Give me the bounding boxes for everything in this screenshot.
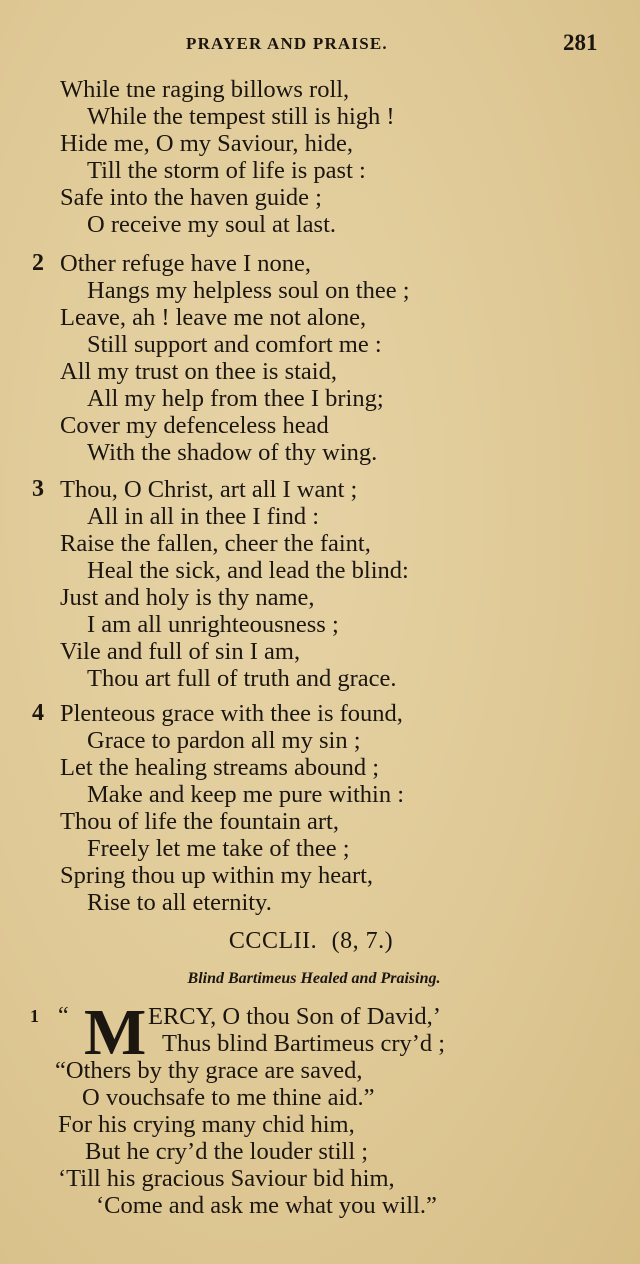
verse-line: Other refuge have I none,	[60, 250, 312, 277]
stanza-number: 2	[32, 250, 44, 276]
verse-line: While the tempest still is high !	[87, 103, 395, 130]
verse-line: Grace to pardon all my sin ;	[87, 727, 361, 754]
verse-line: Till the storm of life is past :	[87, 157, 366, 184]
hymn-meter: (8, 7.)	[331, 928, 394, 954]
verse-line: Hangs my helpless soul on thee ;	[87, 277, 410, 304]
verse-line: ERCY, O thou Son of David,’	[148, 1003, 441, 1030]
hymn-number: CCCLII.	[228, 928, 318, 954]
verse-line: But he cry’d the louder still ;	[85, 1138, 369, 1165]
verse-line: All my help from thee I bring;	[87, 385, 384, 412]
stanza-number: 4	[32, 700, 44, 726]
hymn-subtitle: Blind Bartimeus Healed and Praising.	[187, 970, 441, 987]
verse-line: ‘Till his gracious Saviour bid him,	[58, 1165, 395, 1192]
verse-line: Spring thou up within my heart,	[60, 862, 374, 889]
verse-line: Hide me, O my Saviour, hide,	[60, 130, 353, 157]
verse-line: With the shadow of thy wing.	[87, 439, 378, 466]
drop-cap: M	[84, 996, 147, 1069]
verse-line: I am all unrighteousness ;	[87, 611, 339, 638]
verse-line: Thou, O Christ, art all I want ;	[60, 476, 358, 503]
verse-line: Raise the fallen, cheer the faint,	[60, 530, 371, 557]
verse-line: O receive my soul at last.	[87, 211, 337, 238]
verse-line: While tne raging billows roll,	[60, 76, 350, 103]
running-title: PRAYER AND PRAISE.	[186, 34, 388, 53]
verse-line: Vile and full of sin I am,	[60, 638, 301, 665]
verse-line: Heal the sick, and lead the blind:	[87, 557, 409, 584]
verse-line: Plenteous grace with thee is found,	[60, 700, 403, 727]
verse-line: “Others by thy grace are saved,	[55, 1057, 363, 1084]
hymn-subtitle-wrap	[0, 970, 640, 988]
verse-line: Make and keep me pure within :	[87, 781, 405, 808]
verse-line: Thou art full of truth and grace.	[87, 665, 397, 692]
page-number: 281	[563, 30, 598, 55]
verse-line: O vouchsafe to me thine aid.”	[82, 1084, 375, 1111]
verse-line: Safe into the haven guide ;	[60, 184, 322, 211]
verse-line: Cover my defenceless head	[60, 412, 329, 439]
verse-line: ‘Come and ask me what you will.”	[96, 1192, 437, 1219]
verse-line: Thus blind Bartimeus cry’d ;	[162, 1030, 446, 1057]
open-quote: “	[58, 1003, 69, 1029]
verse-line: For his crying many chid him,	[58, 1111, 355, 1138]
verse-line: Still support and comfort me :	[87, 331, 382, 358]
hymn-heading	[0, 928, 640, 955]
verse-line: Leave, ah ! leave me not alone,	[60, 304, 367, 331]
verse-line: All in all in thee I find :	[87, 503, 320, 530]
verse-line: Freely let me take of thee ;	[87, 835, 350, 862]
stanza-number: 3	[32, 476, 44, 502]
verse-line: Let the healing streams abound ;	[60, 754, 380, 781]
verse-line: All my trust on thee is staid,	[60, 358, 337, 385]
stanza-number: 1	[30, 1006, 39, 1026]
verse-line: Just and holy is thy name,	[60, 584, 315, 611]
running-head	[0, 30, 640, 60]
verse-line: Thou of life the fountain art,	[60, 808, 339, 835]
verse-line: Rise to all eternity.	[87, 889, 272, 916]
